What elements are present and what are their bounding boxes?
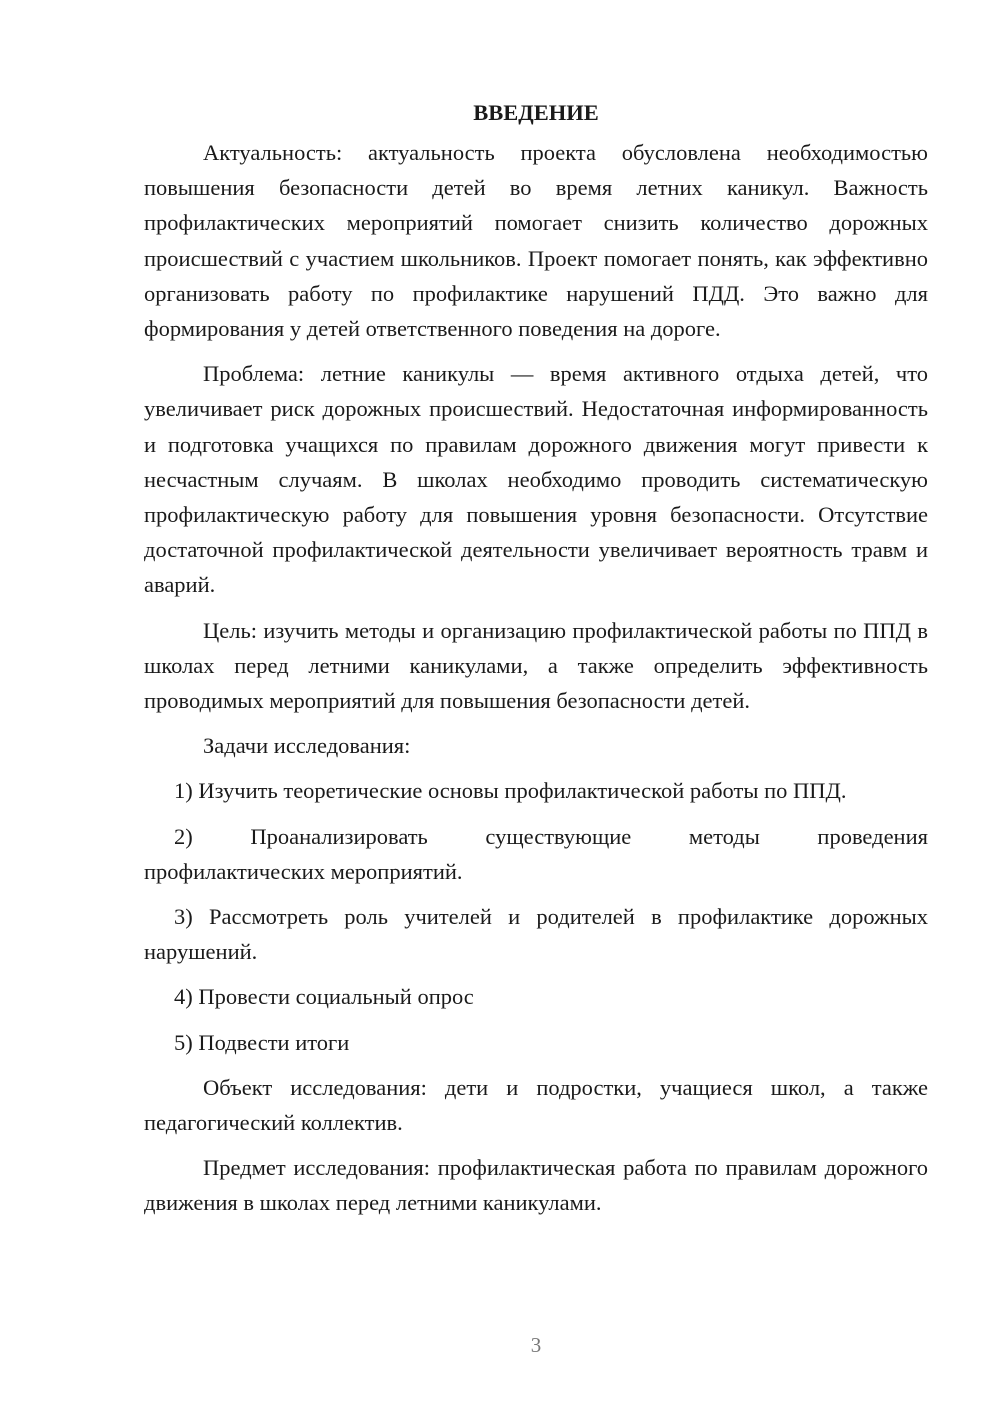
task-item-2-line-2: профилактических мероприятий.: [144, 858, 463, 884]
subject-paragraph: Предмет исследования: профилактическая работа по правилам дорожного движения в школах перед летними каникулами.: [144, 1155, 928, 1216]
task-item-2-line-1: 2) Проанализировать существующие методы проведения: [174, 823, 928, 849]
problem-paragraph: Проблема: летние каникулы — время активного отдыха детей, что увеличивает риск дорожных происшествий. Недостаточная информированность и подготовка учащихся по правилам дорожного движения могут привести к несчастным случаям. В школах необходимо проводить систематическую профилактическую работу для повышения уровня безопасности. Отсутствие достаточной профилактической деятельности увеличивает вероятность травм и аварий.: [144, 361, 928, 598]
task-item-3: 3) Рассмотреть роль учителей и родителей в профилактике дорожных нарушений.: [144, 904, 928, 965]
page-title: ВВЕДЕНИЕ: [473, 100, 599, 125]
document-body: [144, 95, 928, 1231]
relevance-paragraph: Актуальность: актуальность проекта обусловлена необходимостью повышения безопасности детей во время летних каникул. Важность профилактических мероприятий помогает снизить количество дорожных происшествий с участием школьников. Проект помогает понять, как эффективно организовать работу по профилактике нарушений ПДД. Это важно для формирования у детей ответственного поведения на дороге.: [144, 140, 928, 342]
task-item-5: 5) Подвести итоги: [174, 1029, 350, 1055]
goal-paragraph: Цель: изучить методы и организацию профилактической работы по ППД в школах перед летними каникулами, а также определить эффективность проводимых мероприятий для повышения безопасности детей.: [144, 617, 928, 714]
tasks-heading: Задачи исследования:: [203, 733, 411, 759]
task-item-1: 1) Изучить теоретические основы профилактической работы по ППД.: [174, 778, 847, 804]
task-item-4: 4) Провести социальный опрос: [174, 984, 474, 1010]
object-paragraph: Объект исследования: дети и подростки, учащиеся школ, а также педагогический коллектив.: [144, 1074, 928, 1136]
page-number: 3: [530, 1333, 542, 1357]
